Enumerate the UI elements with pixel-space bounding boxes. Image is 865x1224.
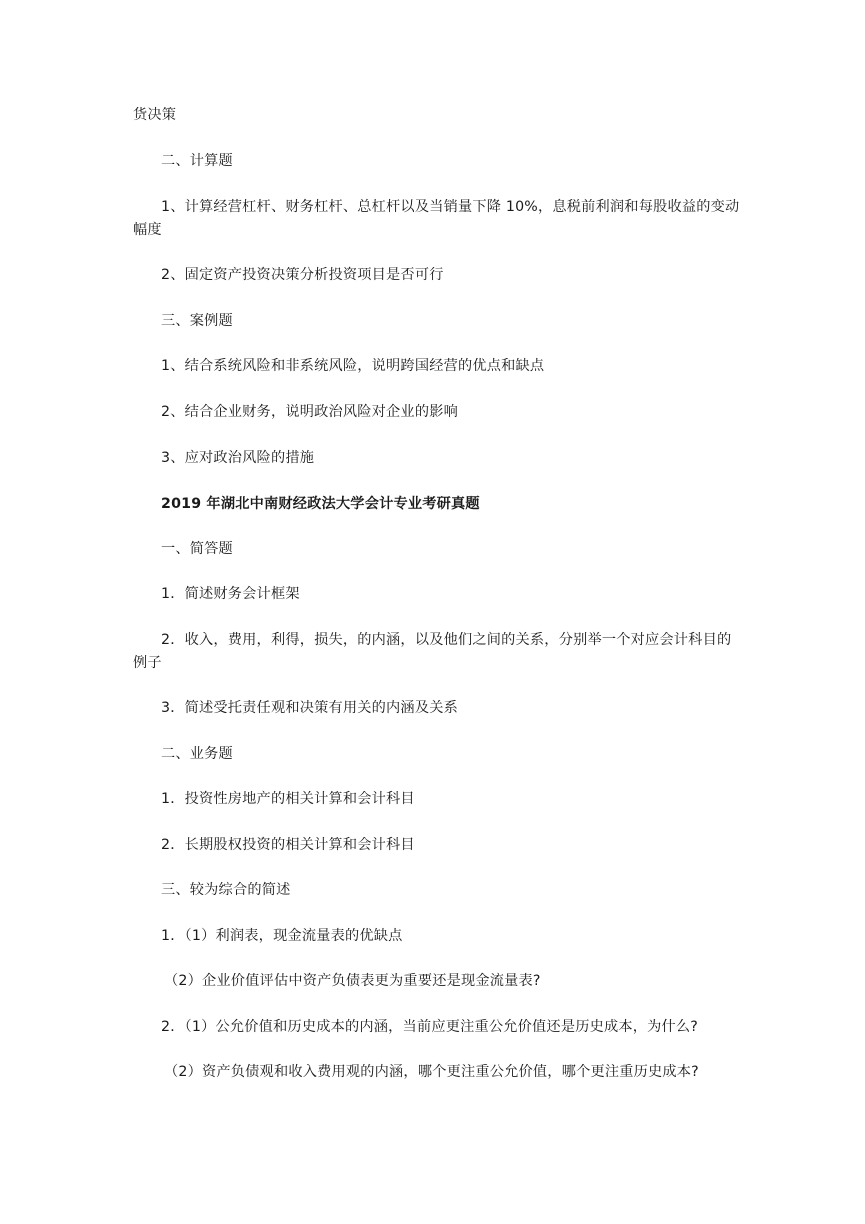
question-income-statement: 1．（1）利润表，现金流量表的优缺点	[161, 928, 403, 944]
question-balance-sheet-view: （2）资产负债观和收入费用观的内涵，哪个更注重公允价值，哪个更注重历史成本?	[164, 1064, 699, 1080]
section-heading-business: 二、业务题	[161, 746, 233, 762]
question-valuation: （2）企业价值评估中资产负债表更为重要还是现金流量表?	[164, 973, 541, 989]
section-heading-comprehensive: 三、较为综合的简述	[161, 882, 291, 898]
question-income-expense: 2．收入，费用，利得，损失，的内涵，以及他们之间的关系，分别举一个对应会计科目的例子	[133, 632, 732, 671]
section-heading-calculation: 二、计算题	[161, 153, 233, 169]
question-political-risk: 2、结合企业财务，说明政治风险对企业的影响	[161, 404, 458, 420]
question-fair-value: 2．（1）公允价值和历史成本的内涵，当前应更注重公允价值还是历史成本，为什么?	[161, 1019, 699, 1035]
question-long-term-equity: 2．长期股权投资的相关计算和会计科目	[161, 837, 415, 853]
question-framework: 1．简述财务会计框架	[161, 586, 300, 602]
question-leverage: 1、计算经营杠杆、财务杠杆、总杠杆以及当销量下降 10%，息税前利润和每股收益的变动幅度	[133, 199, 740, 238]
section-heading-short-answer: 一、简答题	[161, 541, 233, 557]
question-investment-property: 1．投资性房地产的相关计算和会计科目	[161, 791, 415, 807]
section-heading-case: 三、案例题	[161, 313, 233, 329]
question-risk-measures: 3、应对政治风险的措施	[161, 450, 315, 466]
text-line-continuation: 货决策	[133, 107, 177, 123]
question-stewardship: 3．简述受托责任观和决策有用关的内涵及关系	[161, 700, 458, 716]
question-fixed-asset: 2、固定资产投资决策分析投资项目是否可行	[161, 267, 444, 283]
question-risk: 1、结合系统风险和非系统风险，说明跨国经营的优点和缺点	[161, 358, 545, 374]
exam-title: 2019 年湖北中南财经政法大学会计专业考研真题	[161, 496, 480, 512]
